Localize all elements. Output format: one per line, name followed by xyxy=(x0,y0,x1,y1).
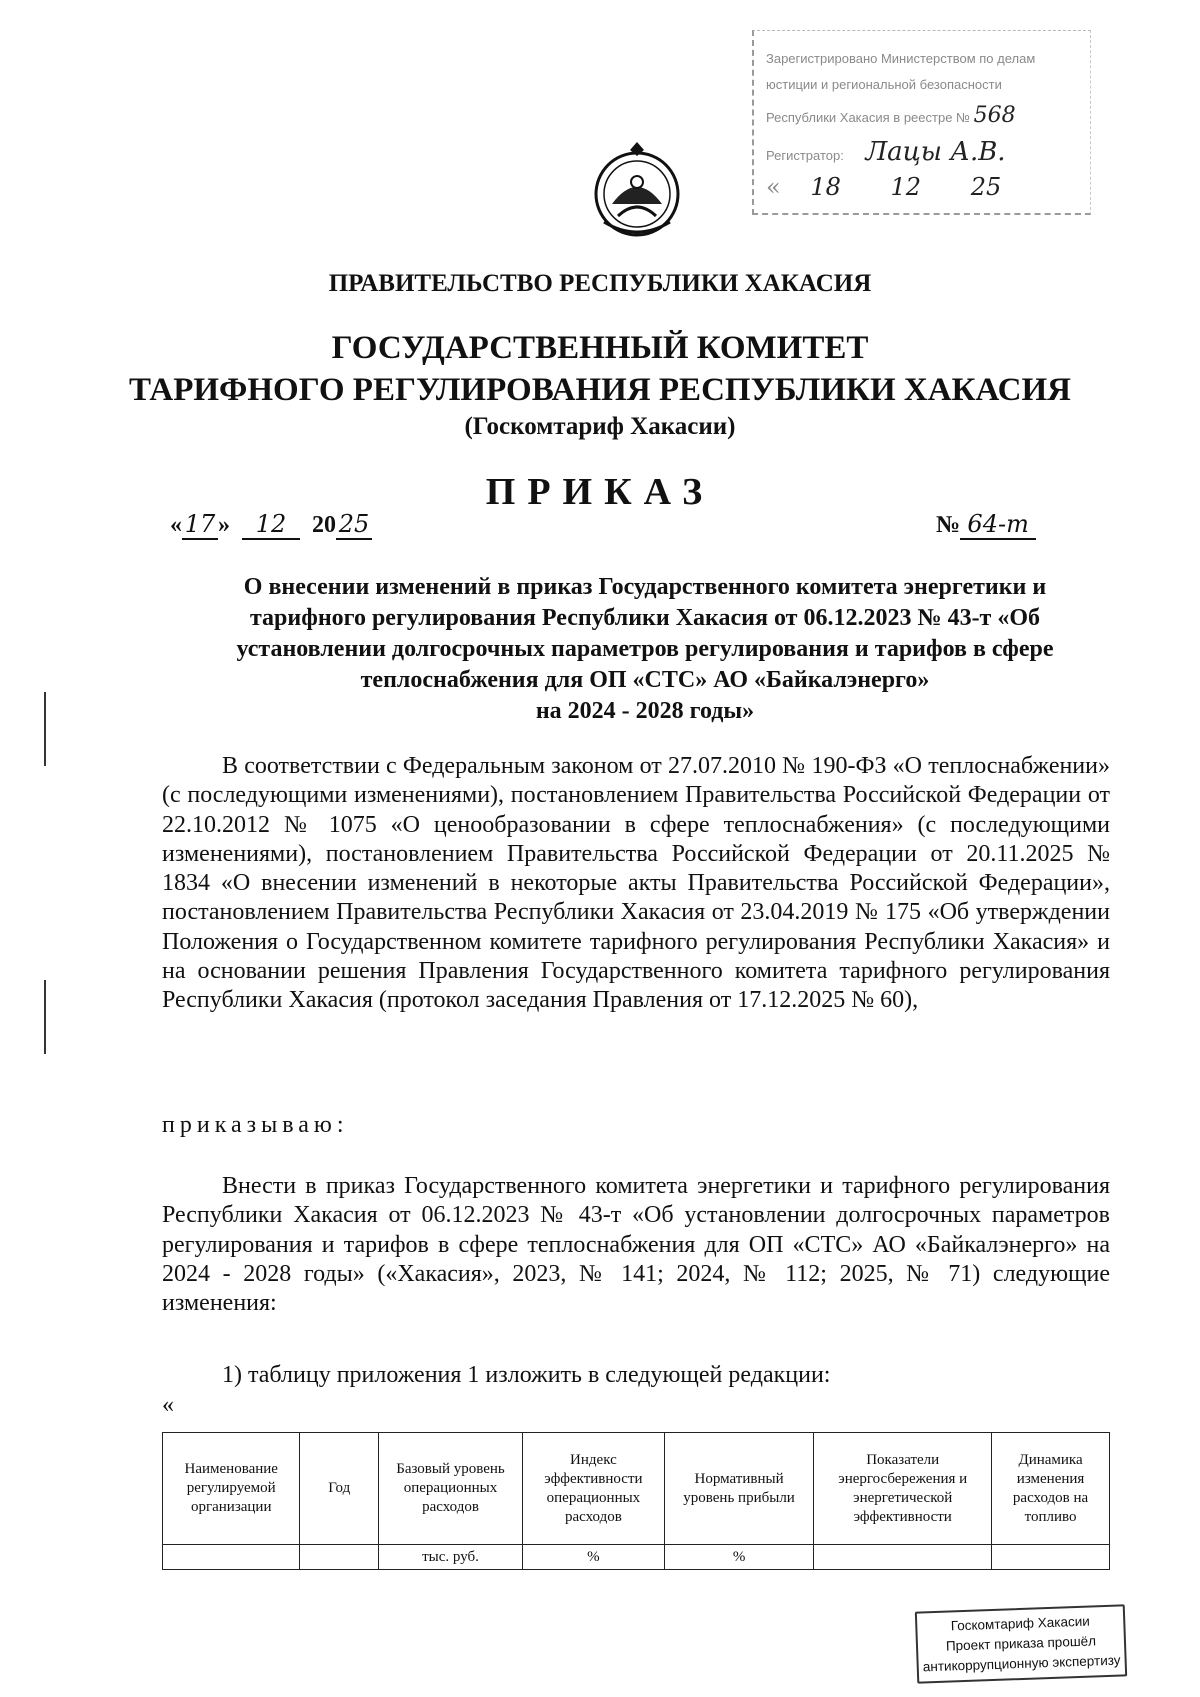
table-header-cell: Динамика изменения расходов на топливо xyxy=(992,1433,1110,1545)
table-header-cell: Показатели энергосбережения и энергетической эффективности xyxy=(814,1433,992,1545)
order-month: 12 xyxy=(242,510,300,540)
table-unit-cell xyxy=(300,1545,379,1570)
committee-short-name: (Госкомтариф Хакасии) xyxy=(464,413,736,440)
table-header-cell: Год xyxy=(300,1433,379,1545)
table-units-row xyxy=(163,1545,1110,1570)
committee-title-line-2: ТАРИФНОГО РЕГУЛИРОВАНИЯ РЕСПУБЛИКИ ХАКАСИЯ xyxy=(129,372,1071,408)
government-title: ПРАВИТЕЛЬСТВО РЕСПУБЛИКИ ХАКАСИЯ xyxy=(328,270,872,297)
registration-stamp xyxy=(752,30,1091,215)
table-unit-cell: тыс. руб. xyxy=(379,1545,523,1570)
coat-of-arms-emblem xyxy=(590,142,684,242)
reg-number: 568 xyxy=(973,103,1016,128)
margin-scan-mark xyxy=(44,980,46,1054)
table-unit-cell xyxy=(814,1545,992,1570)
main-paragraph: Внести в приказ Государственного комитета энергетики и тарифного регулирования Республики Хакасия от 06.12.2023 № 43-т «Об установлении долгосрочных параметров регулирования и тарифов в сфере теплоснабжения для ОП «СТС» АО «Байкалэнерго» на 2024 - 2028 годы» («Хакасия», 2023, № 141; 2024, № 112; 2025, № 71) следующие изменения: xyxy=(162,1173,1110,1317)
reg-stamp-line-2: юстиции и региональной безопасности xyxy=(766,77,1002,92)
reg-stamp-line-1: Зарегистрировано Министерством по делам xyxy=(766,51,1036,66)
order-number-value: 64-т xyxy=(960,510,1036,540)
table-header-cell: Индекс эффективности операционных расходов xyxy=(523,1433,665,1545)
order-year: 25 xyxy=(336,510,372,540)
table-header-cell: Базовый уровень операционных расходов xyxy=(379,1433,523,1545)
table-unit-cell xyxy=(992,1545,1110,1570)
margin-scan-mark xyxy=(44,692,46,766)
order-number: № 64-т xyxy=(936,510,1036,540)
table-header-cell: Нормативный уровень прибыли xyxy=(664,1433,813,1545)
table-header-row xyxy=(163,1433,1110,1545)
table-unit-cell xyxy=(163,1545,300,1570)
document-type: ПРИКАЗ xyxy=(485,471,715,513)
committee-title-line-1: ГОСУДАРСТВЕННЫЙ КОМИТЕТ xyxy=(331,330,869,366)
item-1-paragraph: 1) таблицу приложения 1 изложить в следующей редакции: xyxy=(222,1362,831,1388)
reg-stamp-date: « 18 12 25 xyxy=(766,173,1002,201)
table-header-cell: Наименование регулируемой организации xyxy=(163,1433,300,1545)
table-unit-cell: % xyxy=(523,1545,665,1570)
table-unit-cell: % xyxy=(664,1545,813,1570)
decree-word: приказываю: xyxy=(162,1112,349,1138)
quote-open: « xyxy=(162,1392,174,1418)
tariff-parameters-table xyxy=(162,1432,1110,1570)
preamble-paragraph: В соответствии с Федеральным законом от 27.07.2010 № 190-ФЗ «О теплоснабжении» (с последующими изменениями), постановлением Правительства Российской Федерации от 22.10.2012 № 1075 «О ценообразовании в сфере теплоснабжения» (с последующими изменениями), постановлением Правительства Российской Федерации от 20.11.2025 № 1834 «О внесении изменений в некоторые акты Правительства Российской Федерации», постановлением Правительства Республики Хакасия от 23.04.2019 № 175 «Об утверждении Положения о Государственном комитете тарифного регулирования Республики Хакасия» и на основании решения Правления Государственного комитета тарифного регулирования Республики Хакасия (протокол заседания Правления от 17.12.2025 № 60), xyxy=(162,753,1110,1014)
registrar-signature: Лацы А.В. xyxy=(865,137,1006,167)
reg-stamp-line-3: Республики Хакасия в реестре № 568 xyxy=(766,103,1016,128)
order-day: 17 xyxy=(182,510,218,540)
order-date: « 17 » 12 20 25 xyxy=(170,510,372,540)
reg-stamp-registrar: Регистратор: Лацы А.В. xyxy=(766,137,1006,167)
anticorruption-stamp: Госкомтариф Хакасии Проект приказа прошёл антикоррупционную экспертизу xyxy=(915,1604,1127,1683)
order-subject: О внесении изменений в приказ Государственного комитета энергетики и тарифного регулирования Республики Хакасия от 06.12.2023 № 43-т «Об установлении долгосрочных параметров регулирования и тарифов в сфере теплоснабжения для ОП «СТС» АО «Байкалэнерго» на 2024 - 2028 годы» xyxy=(236,574,1054,724)
